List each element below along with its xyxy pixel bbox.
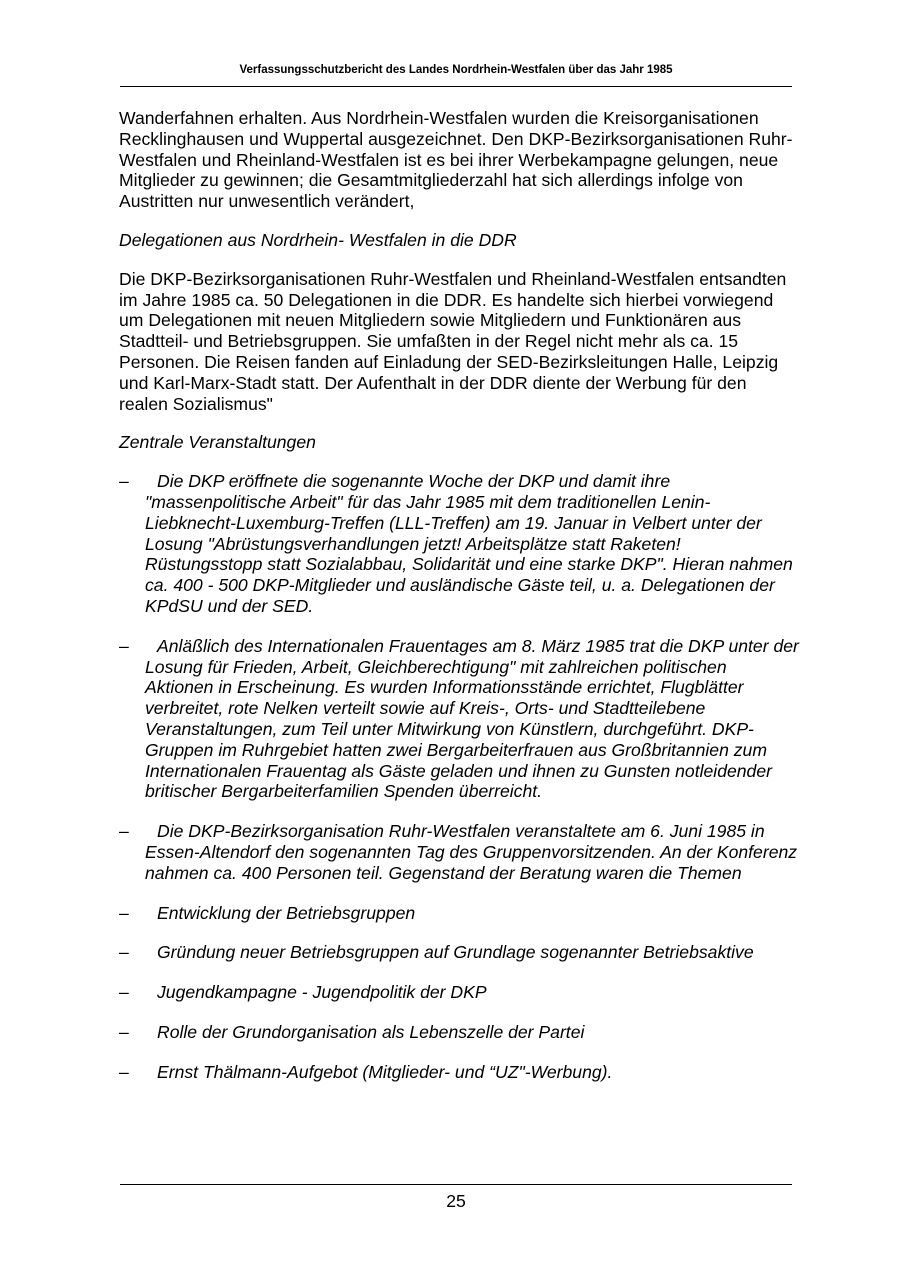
dash-bullet: – bbox=[119, 1061, 129, 1082]
page-number: 25 bbox=[446, 1191, 466, 1211]
list-item bbox=[119, 1022, 799, 1043]
dash-bullet: – bbox=[119, 942, 129, 963]
footer-divider bbox=[120, 1184, 792, 1185]
list-item-text: Entwicklung der Betriebsgruppen bbox=[157, 902, 416, 923]
list-item bbox=[119, 903, 799, 924]
list-item-text: Jugendkampagne - Jugendpolitik der DKP bbox=[157, 982, 487, 1003]
dash-bullet: – bbox=[119, 635, 129, 656]
list-item bbox=[119, 636, 799, 802]
dash-bullet: – bbox=[119, 902, 129, 923]
list-item-text: Gründung neuer Betriebsgruppen auf Grundlage sogenannter Betriebsaktive bbox=[157, 942, 754, 963]
list-item bbox=[119, 821, 799, 883]
dash-bullet: – bbox=[119, 471, 129, 492]
list-item bbox=[119, 942, 799, 963]
section-heading-delegations: Delegationen aus Nordrhein- Westfalen in die DDR bbox=[119, 229, 517, 250]
paragraph-membership: Wanderfahnen erhalten. Aus Nordrhein-Westfalen wurden die Kreisorganisationen Recklinghausen und Wuppertal ausgezeichnet. Den DKP-Bezirksorganisationen Ruhr-Westfalen und Rheinland-Westfalen ist es bei ihrer Werbekampagne gelungen, neue Mitglieder zu gewinnen; die Gesamtmitgliederzahl hat sich allerdings infolge von Austritten nur unwesentlich verändert, bbox=[119, 108, 793, 212]
list-item-text: Die DKP eröffnete die sogenannte Woche der DKP und damit ihre "massenpolitische Arbeit" für das Jahr 1985 mit dem traditionellen Lenin-Liebknecht-Luxemburg-Treffen (LLL-Treffen) am 19. Januar in Velbert unter der Losung "Abrüstungsverhandlungen jetzt! Arbeitsplätze statt Raketen! Rüstungsstopp statt Sozialabbau, Solidarität und eine starke DKP". Hieran nahmen ca. 400 - 500 DKP-Mitglieder und ausländische Gäste teil, u. a. Delegationen der KPdSU und der SED. bbox=[145, 471, 793, 616]
paragraph-delegations: Die DKP-Bezirksorganisationen Ruhr-Westfalen und Rheinland-Westfalen entsandten im Jahre 1985 ca. 50 Delegationen in die DDR. Es handelte sich hierbei vorwiegend um Delegationen mit neuen Mitgliedern sowie Mitgliedern und Funktionären aus Stadtteil- und Betriebsgruppen. Sie umfaßten in der Regel nicht mehr als ca. 15 Personen. Die Reisen fanden auf Einladung der SED-Bezirksleitungen Halle, Leipzig und Karl-Marx-Stadt statt. Der Aufenthalt in der DDR diente der Werbung für den realen Sozialismus" bbox=[119, 268, 787, 414]
list-item-text: Rolle der Grundorganisation als Lebenszelle der Partei bbox=[157, 1021, 585, 1042]
list-item bbox=[119, 471, 799, 617]
section-heading-events: Zentrale Veranstaltungen bbox=[119, 432, 316, 453]
dash-bullet: – bbox=[119, 1021, 129, 1042]
list-item-text: Die DKP-Bezirksorganisation Ruhr-Westfalen veranstaltete am 6. Juni 1985 in Essen-Altendorf den sogenannten Tag des Gruppenvorsitzenden. An der Konferenz nahmen ca. 400 Personen teil. Gegenstand der Beratung waren die Themen bbox=[145, 821, 798, 883]
list-item-text: Ernst Thälmann-Aufgebot (Mitglieder- und “UZ"-Werbung). bbox=[157, 1061, 613, 1082]
dash-bullet: – bbox=[119, 982, 129, 1003]
header-divider bbox=[120, 86, 792, 87]
list-item bbox=[119, 1062, 799, 1083]
running-header: Verfassungsschutzbericht des Landes Nordrhein-Westfalen über das Jahr 1985 bbox=[239, 64, 673, 76]
list-item-text: Anläßlich des Internationalen Frauentages am 8. März 1985 trat die DKP unter der Losung für Frieden, Arbeit, Gleichberechtigung" mit zahlreichen politischen Aktionen in Erscheinung. Es wurden Informationsstände errichtet, Flugblätter verbreitet, rote Nelken verteilt sowie auf Kreis-, Orts- und Stadtteilebene Veranstaltungen, zum Teil unter Mitwirkung von Künstlern, durchgeführt. DKP-Gruppen im Ruhrgebiet hatten zwei Bergarbeiterfrauen aus Großbritannien zum Internationalen Frauentag als Gäste geladen und ihnen zu Gunsten notleidender britischer Bergarbeiterfamilien Spenden überreicht. bbox=[145, 635, 799, 802]
dash-bullet: – bbox=[119, 821, 129, 842]
page-body bbox=[119, 108, 799, 1101]
list-item bbox=[119, 982, 799, 1003]
